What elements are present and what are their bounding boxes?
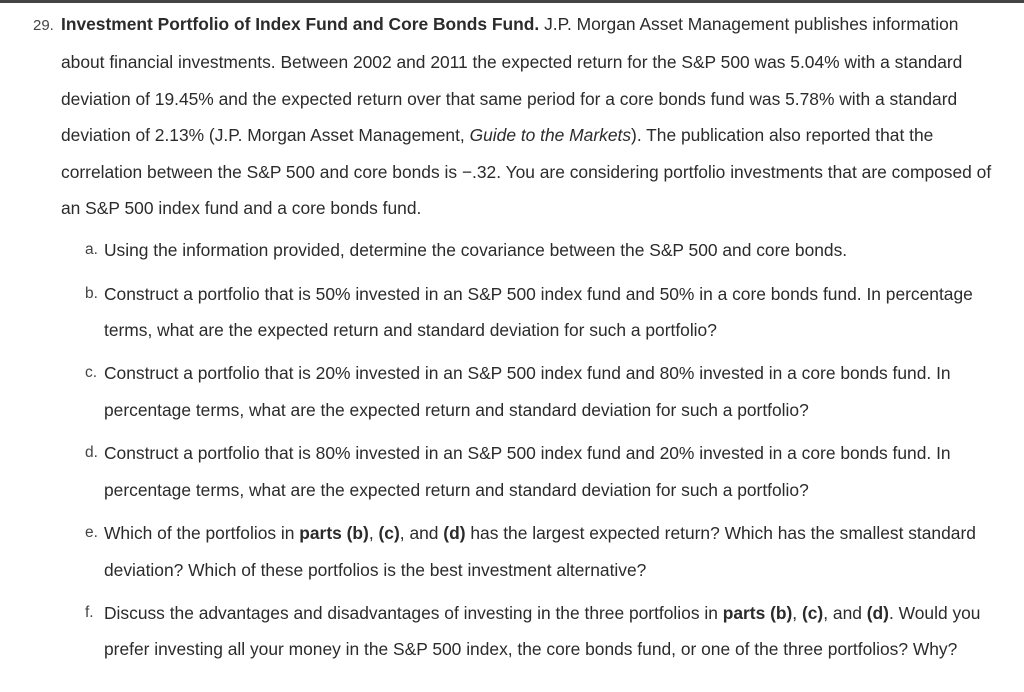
part-e	[33, 515, 993, 588]
part-f-pre: Discuss the advantages and disadvantages of investing in the three portfolios in	[104, 602, 723, 623]
part-e-post: has the largest expected return? Which has the smallest standard deviation? Which of these portfolios is the best investment alternative?	[104, 522, 976, 580]
part-b-text: Construct a portfolio that is 50% invested in an S&P 500 index fund and 50% in a core bonds fund. In percentage terms, what are the expected return and standard deviation for such a portfolio?	[104, 283, 973, 341]
part-a-text: Using the information provided, determine the covariance between the S&P 500 and core bonds.	[104, 240, 848, 261]
part-e-ref-c: (c)	[378, 522, 400, 543]
part-e-sep1: ,	[368, 522, 379, 543]
part-f	[33, 595, 993, 668]
part-b-letter: b.	[85, 284, 98, 302]
problem-intro	[33, 6, 993, 226]
source-title: Guide to the Markets	[469, 125, 632, 146]
part-f-post: . Would you prefer investing all your money in the S&P 500 index, the core bonds fund, or one of the three portfolios? Why?	[104, 602, 981, 660]
problem-number: 29.	[33, 17, 54, 34]
part-e-ref-d: (d)	[443, 522, 466, 543]
top-divider	[0, 0, 1024, 3]
part-f-sep2: , and	[823, 602, 867, 623]
part-f-letter: f.	[85, 603, 94, 621]
part-d-text: Construct a portfolio that is 80% invested in an S&P 500 index fund and 20% invested in a core bonds fund. In percentage terms, what are the expected return and standard deviation for such a portfolio?	[104, 443, 951, 500]
intro-text-a: J.P. Morgan Asset Management publishes information about financial investments. Between 2002 and 2011 the expected return for the S&P 500 was 5.04% with a standard deviation of 19.45% and the expected return over that same period for a core bonds fund was 5.78% with a standard deviation of 2.13% (J.P. Morgan Asset Management,	[61, 14, 963, 146]
part-c-letter: c.	[85, 364, 98, 382]
problem-29	[33, 6, 993, 675]
part-f-ref-c: (c)	[801, 602, 824, 623]
part-f-ref-d: (d)	[866, 602, 889, 623]
parts-list	[33, 232, 993, 668]
part-a-letter: a.	[85, 241, 98, 259]
part-e-sep2: , and	[399, 522, 444, 543]
part-d	[33, 435, 993, 508]
part-e-letter: e.	[85, 523, 98, 541]
part-c	[33, 355, 993, 428]
part-e-pre: Which of the portfolios in	[104, 522, 300, 543]
part-d-letter: d.	[85, 444, 98, 462]
part-b	[33, 276, 993, 349]
part-f-sep1: ,	[792, 602, 802, 623]
part-c-text: Construct a portfolio that is 20% invested in an S&P 500 index fund and 80% invested in a core bonds fund. In percentage terms, what are the expected return and standard deviation for such a portfolio?	[104, 363, 951, 420]
problem-title: Investment Portfolio of Index Fund and Core Bonds Fund.	[61, 14, 540, 34]
part-a	[33, 232, 993, 269]
part-f-ref-b: parts (b)	[722, 602, 793, 623]
intro-text-b: ). The publication also reported that the correlation between the S&P 500 and core bonds is −.32. You are considering portfolio investments that are composed of an S&P 500 index fund and a core bonds fund.	[61, 125, 992, 219]
part-e-ref-b: parts (b)	[299, 522, 369, 543]
